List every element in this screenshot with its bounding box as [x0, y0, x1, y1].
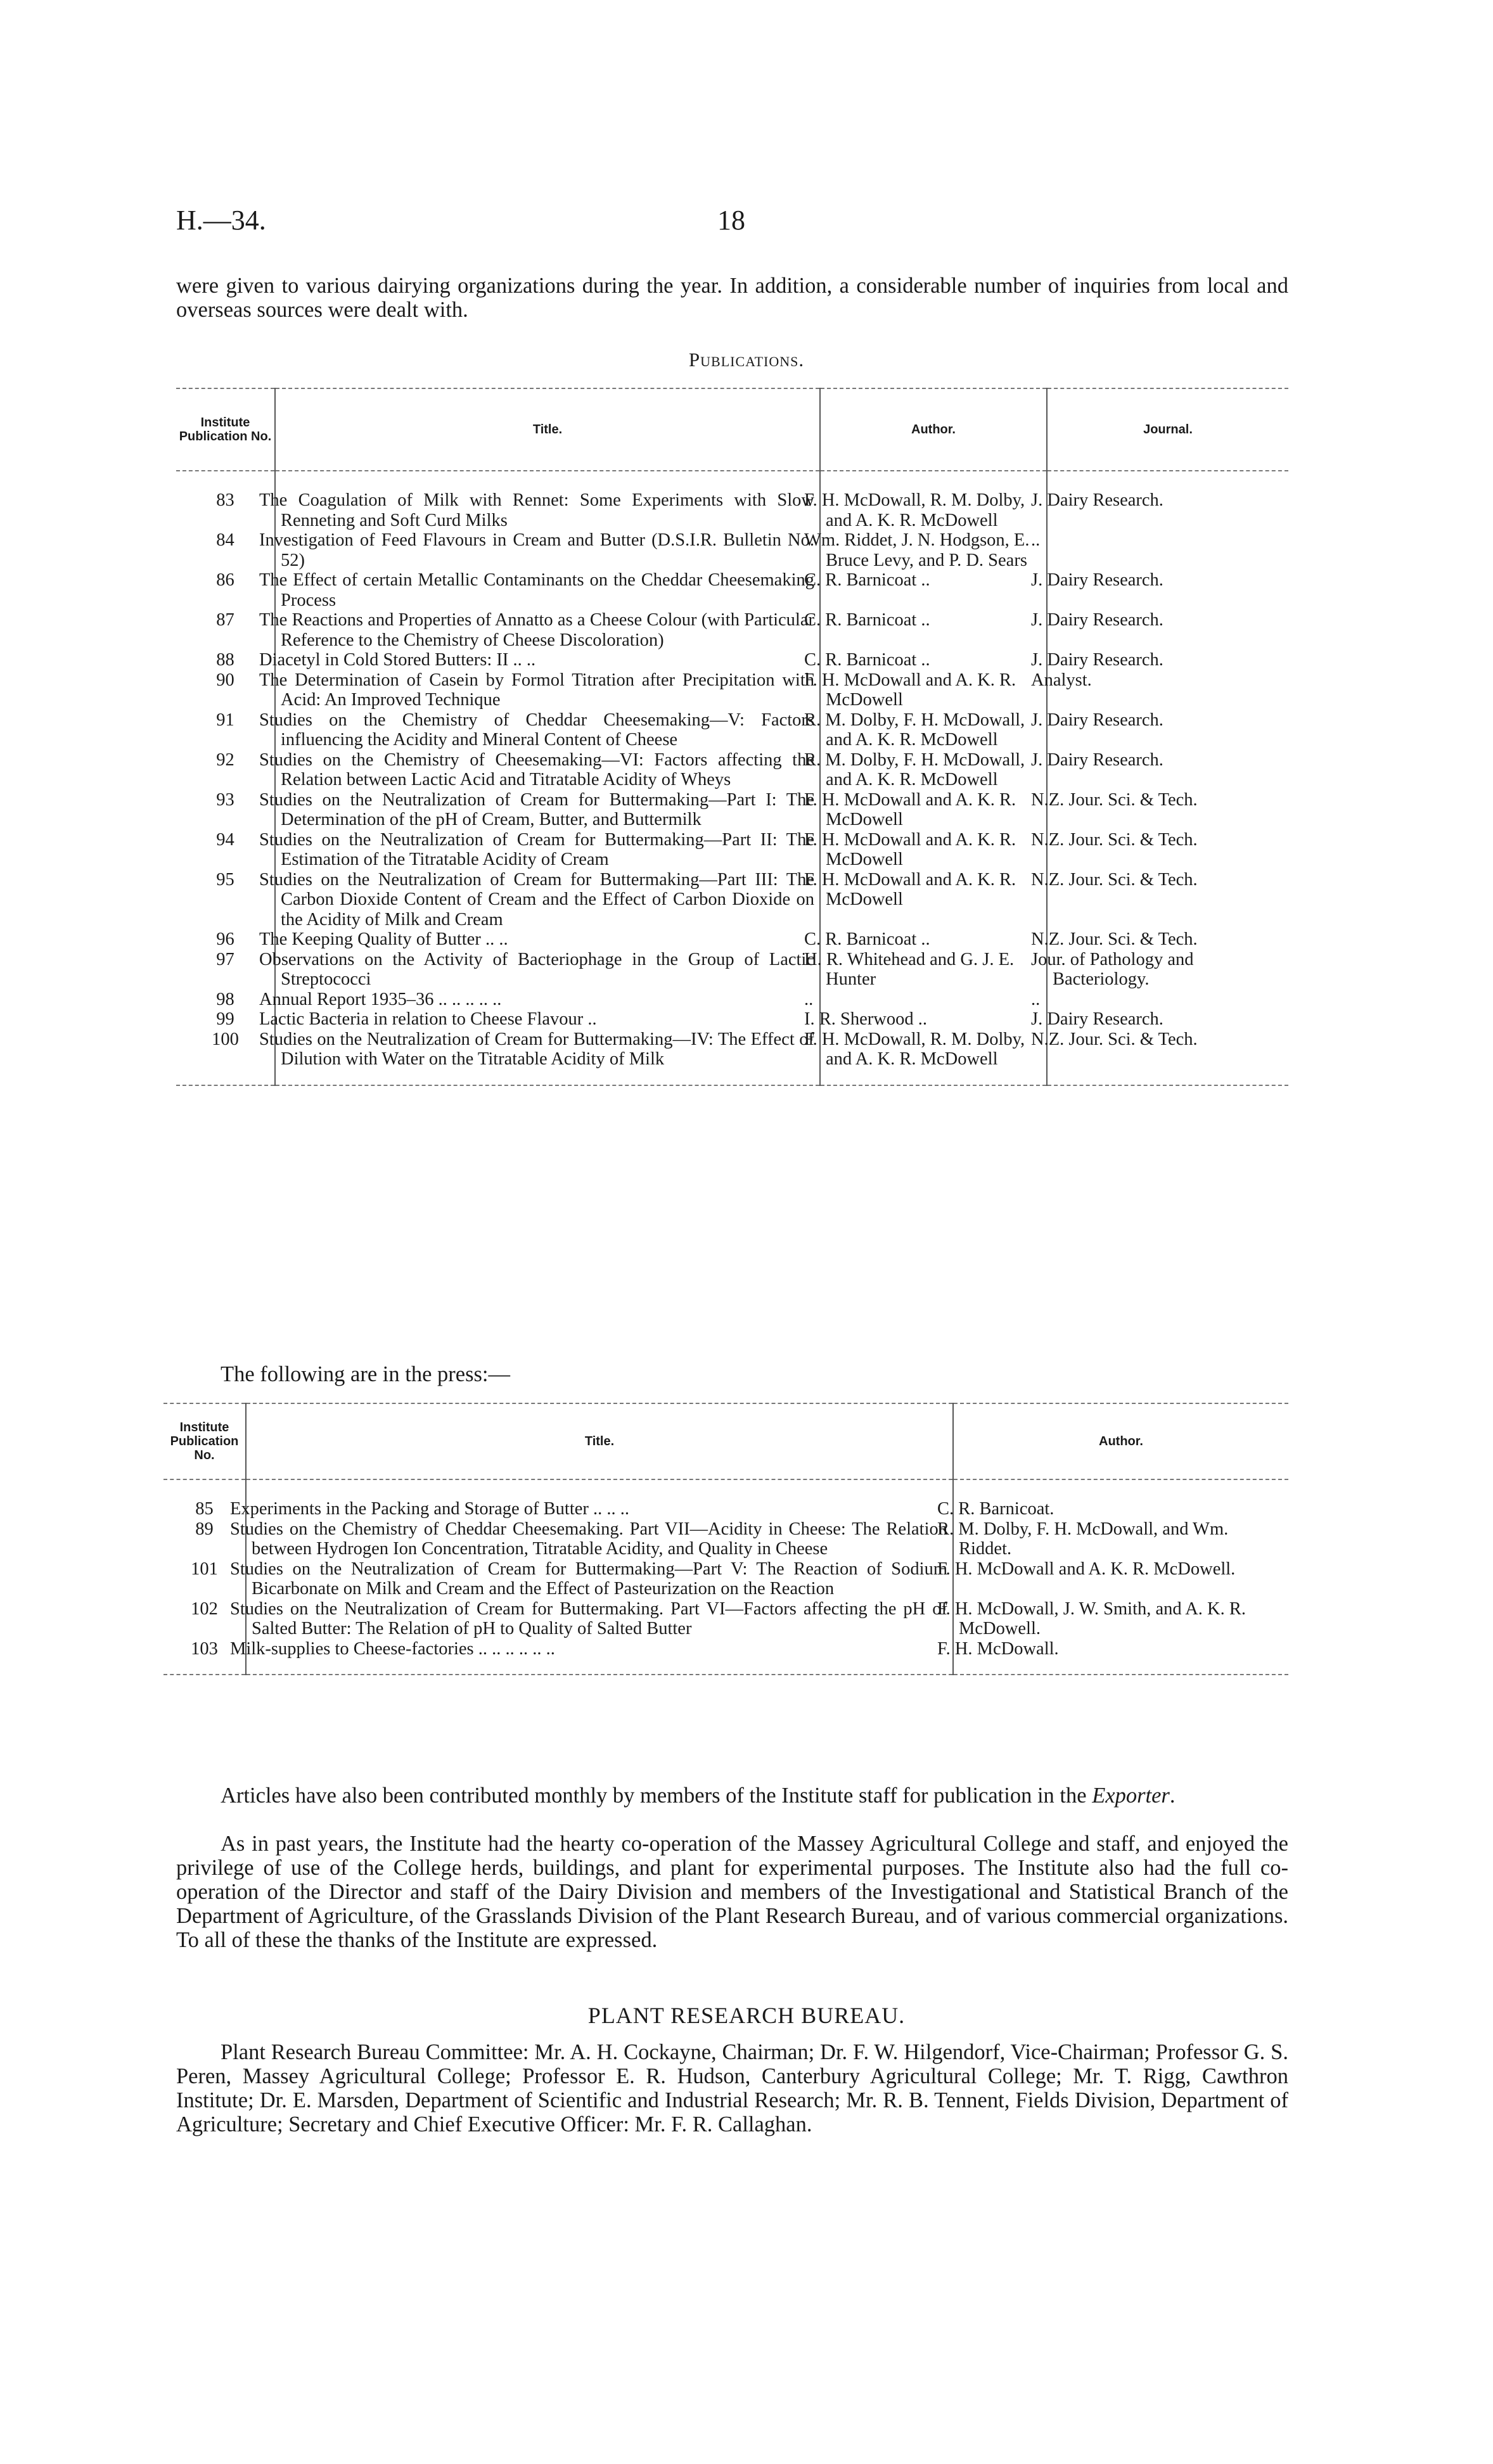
publication-row — [176, 990, 1288, 1010]
publication-cell-no: 90 — [216, 670, 234, 690]
publication-cell-author: .. — [820, 990, 1047, 1010]
publication-cell-title: The Coagulation of Milk with Rennet: Some Experiments with Slow Renneting and Soft Curd Milks — [275, 471, 820, 530]
publication-row — [176, 610, 1288, 650]
column-header-author: Author. — [820, 388, 1047, 471]
press-cell-author: F. H. McDowall, J. W. Smith, and A. K. R. McDowell. — [953, 1599, 1288, 1639]
publication-cell-author: Wm. Riddet, J. N. Hodgson, E. Bruce Levy, and P. D. Sears — [820, 530, 1047, 570]
publication-cell-no: 87 — [216, 610, 234, 630]
publication-cell-no: 99 — [216, 1009, 234, 1029]
publication-row — [176, 830, 1288, 870]
publication-cell-journal: N.Z. Jour. Sci. & Tech. — [1047, 870, 1288, 930]
committee-paragraph — [176, 2040, 1288, 2136]
publication-cell-title: The Keeping Quality of Butter .. .. — [275, 929, 820, 950]
publication-cell-author: R. M. Dolby, F. H. McDowall, and A. K. R. McDowell — [820, 710, 1047, 750]
press-cell-title: Studies on the Neutralization of Cream for Buttermaking. Part VI—Factors affecting the pH of Salted Butter: The Relation of pH to Quality of Salted Butter — [246, 1599, 953, 1639]
press-column-header-title: Title. — [246, 1403, 953, 1479]
publication-cell-journal: .. — [1047, 990, 1288, 1010]
publication-cell-author: F. H. McDowall and A. K. R. McDowell — [820, 790, 1047, 830]
press-cell-title: Milk-supplies to Cheese-factories .. .. .. .. .. .. — [246, 1639, 953, 1675]
publication-cell-no: 97 — [216, 949, 234, 969]
press-cell-title: Studies on the Chemistry of Cheddar Cheesemaking. Part VII—Acidity in Cheese: The Relation between Hydrogen Ion Concentration, Titratable Acidity, and Quality in Cheese — [246, 1519, 953, 1559]
publication-cell-title: Studies on the Neutralization of Cream for Buttermaking—Part III: The Carbon Dioxide Content of Cream and the Effect of Carbon Dioxide on the Acidity of Milk and Cream — [275, 870, 820, 930]
publication-cell-no: 88 — [216, 650, 234, 670]
column-header-number: Institute Publication No. — [176, 388, 275, 471]
publication-cell-no: 93 — [216, 789, 234, 810]
publication-cell-journal: N.Z. Jour. Sci. & Tech. — [1047, 1030, 1288, 1085]
publication-cell-title: The Effect of certain Metallic Contaminants on the Cheddar Cheesemaking Process — [275, 570, 820, 610]
press-column-header-author: Author. — [953, 1403, 1288, 1479]
publication-cell-title: Annual Report 1935–36 .. .. .. .. .. — [275, 990, 820, 1010]
plant-research-heading: PLANT RESEARCH BUREAU. — [587, 2003, 906, 2028]
publication-row — [176, 650, 1288, 670]
publication-cell-journal: N.Z. Jour. Sci. & Tech. — [1047, 830, 1288, 870]
publication-cell-journal: J. Dairy Research. — [1047, 471, 1288, 530]
publication-cell-author: F. H. McDowall, R. M. Dolby, and A. K. R. McDowell — [820, 471, 1047, 530]
publication-cell-no: 95 — [216, 869, 234, 890]
in-press-table — [163, 1403, 1288, 1675]
publication-cell-author: C. R. Barnicoat .. — [820, 570, 1047, 610]
publication-cell-author: F. H. McDowall and A. K. R. McDowell — [820, 870, 1047, 930]
intro-paragraph: were given to various dairying organizations during the year. In addition, a considerable number of inquiries from local and overseas sources were dealt with. — [176, 274, 1288, 322]
publication-cell-no: 100 — [176, 1030, 275, 1085]
publication-cell-title: Studies on the Neutralization of Cream for Buttermaking—Part II: The Estimation of the Titratable Acidity of Cream — [275, 830, 820, 870]
publication-cell-title: Lactic Bacteria in relation to Cheese Flavour .. — [275, 1009, 820, 1030]
publications-table-body — [176, 471, 1288, 1085]
press-cell-author: F. H. McDowall. — [953, 1639, 1288, 1675]
cooperation-paragraph — [176, 1832, 1288, 1952]
press-row — [163, 1599, 1288, 1639]
press-cell-title: Studies on the Neutralization of Cream for Buttermaking—Part V: The Reaction of Sodium Bicarbonate on Milk and Cream and the Effect of Pasteurization on the Reaction — [246, 1559, 953, 1599]
publication-cell-journal: N.Z. Jour. Sci. & Tech. — [1047, 929, 1288, 950]
publication-cell-no: 96 — [216, 929, 234, 949]
publication-row — [176, 570, 1288, 610]
publication-cell-title: The Determination of Casein by Formol Titration after Precipitation with Acid: An Improved Technique — [275, 670, 820, 710]
publication-cell-title: Diacetyl in Cold Stored Butters: II .. .. — [275, 650, 820, 670]
document-reference: H.—34. — [176, 205, 266, 236]
press-cell-no: 101 — [191, 1559, 218, 1579]
press-cell-no: 102 — [191, 1599, 218, 1619]
publication-cell-no: 92 — [216, 750, 234, 770]
publication-cell-title: Studies on the Chemistry of Cheddar Cheesemaking—V: Factors influencing the Acidity and Mineral Content of Cheese — [275, 710, 820, 750]
publication-cell-title: Investigation of Feed Flavours in Cream and Butter (D.S.I.R. Bulletin No. 52) — [275, 530, 820, 570]
publication-row — [176, 1030, 1288, 1085]
publication-cell-journal: J. Dairy Research. — [1047, 710, 1288, 750]
press-row — [163, 1519, 1288, 1559]
articles-text: Articles have also been contributed monthly by members of the Institute staff for publication in the — [221, 1784, 1093, 1808]
publication-row — [176, 670, 1288, 710]
publication-cell-author: C. R. Barnicoat .. — [820, 610, 1047, 650]
publication-cell-journal: J. Dairy Research. — [1047, 610, 1288, 650]
press-column-header-number: Institute Publication No. — [163, 1403, 246, 1479]
publications-heading: Publications. — [688, 348, 805, 371]
in-press-table-body — [163, 1479, 1288, 1675]
publication-cell-author: H. R. Whitehead and G. J. E. Hunter — [820, 950, 1047, 990]
publication-row — [176, 471, 1288, 530]
articles-text-end: . — [1169, 1784, 1176, 1808]
publication-cell-journal: J. Dairy Research. — [1047, 570, 1288, 610]
press-cell-author: C. R. Barnicoat. — [953, 1479, 1288, 1519]
publication-cell-title: The Reactions and Properties of Annatto as a Cheese Colour (with Particular Reference to the Chemistry of Cheese Discoloration) — [275, 610, 820, 650]
column-header-title: Title. — [275, 388, 820, 471]
publication-row — [176, 1009, 1288, 1030]
publication-cell-author: I. R. Sherwood .. — [820, 1009, 1047, 1030]
publication-cell-title: Studies on the Neutralization of Cream for Buttermaking—Part I: The Determination of the pH of Cream, Butter, and Buttermilk — [275, 790, 820, 830]
publication-row — [176, 750, 1288, 790]
publication-cell-author: R. M. Dolby, F. H. McDowall, and A. K. R. McDowell — [820, 750, 1047, 790]
press-row — [163, 1639, 1288, 1675]
publication-row — [176, 950, 1288, 990]
publication-row — [176, 870, 1288, 930]
column-header-journal: Journal. — [1047, 388, 1288, 471]
press-cell-no: 89 — [195, 1519, 214, 1539]
press-row — [163, 1479, 1288, 1519]
press-cell-no: 85 — [195, 1499, 214, 1519]
publication-row — [176, 929, 1288, 950]
press-row — [163, 1559, 1288, 1599]
publication-cell-author: F. H. McDowall and A. K. R. McDowell — [820, 830, 1047, 870]
page-number: 18 — [717, 205, 745, 236]
in-press-intro: The following are in the press:— — [221, 1362, 511, 1386]
cooperation-text: As in past years, the Institute had the hearty co-operation of the Massey Agricultural College and staff, and enjoyed the privilege of use of the College herds, buildings, and plant for experimental purposes. The Institute also had the full co-operation of the Director and staff of the Dairy Division and members of the Investigational and Statistical Branch of the Department of Agriculture, of the Grasslands Division of the Plant Research Bureau, and of various commercial organizations. To all of these the thanks of the Institute are expressed. — [176, 1832, 1288, 1952]
publications-table — [176, 388, 1288, 1086]
publication-row — [176, 790, 1288, 830]
exporter-title: Exporter — [1092, 1784, 1170, 1808]
press-cell-author: F. H. McDowall and A. K. R. McDowell. — [953, 1559, 1288, 1599]
publication-cell-journal: J. Dairy Research. — [1047, 1009, 1288, 1030]
publication-cell-no: 83 — [216, 490, 234, 510]
publication-cell-no: 91 — [216, 710, 234, 730]
publication-cell-no: 94 — [216, 829, 234, 850]
publication-row — [176, 530, 1288, 570]
publication-cell-title: Observations on the Activity of Bacteriophage in the Group of Lactic Streptococci — [275, 950, 820, 990]
press-cell-title: Experiments in the Packing and Storage of Butter .. .. .. — [246, 1479, 953, 1519]
publication-cell-author: C. R. Barnicoat .. — [820, 929, 1047, 950]
articles-paragraph — [176, 1784, 1288, 1808]
publication-cell-no: 86 — [216, 570, 234, 590]
publication-cell-no: 98 — [216, 989, 234, 1009]
publication-cell-title: Studies on the Chemistry of Cheesemaking—VI: Factors affecting the Relation between Lactic Acid and Titratable Acidity of Wheys — [275, 750, 820, 790]
press-cell-author: R. M. Dolby, F. H. McDowall, and Wm. Riddet. — [953, 1519, 1288, 1559]
publication-cell-journal: J. Dairy Research. — [1047, 750, 1288, 790]
publication-cell-author: F. H. McDowall, R. M. Dolby, and A. K. R. McDowell — [820, 1030, 1047, 1085]
publication-cell-author: C. R. Barnicoat .. — [820, 650, 1047, 670]
publication-cell-journal: N.Z. Jour. Sci. & Tech. — [1047, 790, 1288, 830]
committee-text: Plant Research Bureau Committee: Mr. A. H. Cockayne, Chairman; Dr. F. W. Hilgendorf, Vice-Chairman; Professor G. S. Peren, Massey Agricultural College; Professor E. R. Hudson, Canterbury Agricultural College; Mr. T. Rigg, Cawthron Institute; Dr. E. Marsden, Department of Scientific and Industrial Research; Mr. R. B. Tennent, Fields Division, Department of Agriculture; Secretary and Chief Executive Officer: Mr. F. R. Callaghan. — [176, 2040, 1288, 2136]
publication-cell-journal: Analyst. — [1047, 670, 1288, 710]
publication-cell-journal: .. — [1047, 530, 1288, 570]
publication-cell-journal: J. Dairy Research. — [1047, 650, 1288, 670]
publication-cell-author: F. H. McDowall and A. K. R. McDowell — [820, 670, 1047, 710]
press-cell-no: 103 — [163, 1639, 246, 1675]
publication-cell-journal: Jour. of Pathology and Bacteriology. — [1047, 950, 1288, 990]
publication-cell-title: Studies on the Neutralization of Cream for Buttermaking—IV: The Effect of Dilution with Water on the Titratable Acidity of Milk — [275, 1030, 820, 1085]
publication-row — [176, 710, 1288, 750]
publication-cell-no: 84 — [216, 530, 234, 550]
